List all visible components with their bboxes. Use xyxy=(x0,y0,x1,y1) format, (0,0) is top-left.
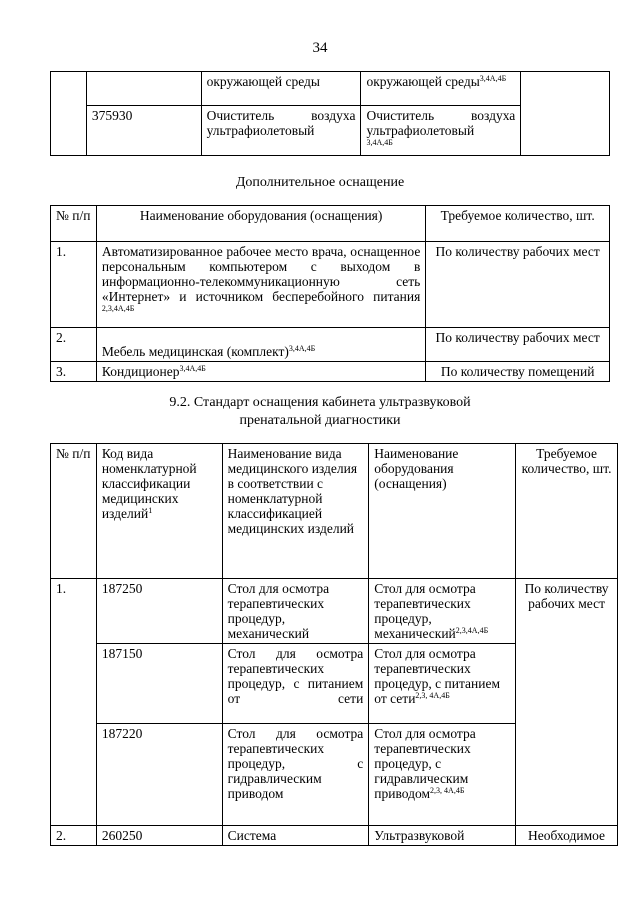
cell-qty: По количеству помещений xyxy=(426,362,610,382)
cell-num: 1. xyxy=(51,579,97,826)
table-row xyxy=(51,242,610,328)
cell-code: 260250 xyxy=(96,826,222,846)
table-row xyxy=(51,328,610,362)
cell-num: 3. xyxy=(51,362,97,382)
cell-empty xyxy=(521,72,610,156)
table-row xyxy=(51,362,610,382)
header-qty: Требуемое количество, шт. xyxy=(516,444,618,579)
additional-equipment-table xyxy=(50,205,610,382)
ultrasound-equipment-table xyxy=(50,443,618,846)
cell-equipment: Стол для осмотра терапевтических процедур, с питанием от сети$^{2,3, 4А,4Б}$ xyxy=(369,644,516,724)
page-number: 34 xyxy=(312,40,328,56)
cell-equipment: Стол для осмотра терапевтических процедур, с гидравлическим приводом$^{2,3, 4А,4Б}$ xyxy=(369,724,516,826)
header-code: Код вида номенклатурной классификации медицинских изделий$^1$ xyxy=(96,444,222,579)
section-title-line1: 9.2. Стандарт оснащения кабинета ультразвуковой xyxy=(169,395,471,410)
cell-kind: Система xyxy=(222,826,369,846)
cell-code: 187150 xyxy=(96,644,222,724)
section-heading-additional: Дополнительное оснащение xyxy=(235,175,405,190)
cell-num: 2. xyxy=(51,328,97,362)
cell-qty: По количеству рабочих мест xyxy=(426,242,610,328)
cell-empty xyxy=(51,106,87,156)
cell-equipment: Очиститель воздуха ультрафиолетовый 3,4А,4Б xyxy=(361,106,521,156)
cell-qty: По количеству рабочих мест xyxy=(516,579,618,826)
table-row xyxy=(51,826,618,846)
cell-num: 2. xyxy=(51,826,97,846)
cell-kind: Стол для осмотра терапевтических процедур, механический xyxy=(222,579,369,644)
cell-qty: По количеству рабочих мест xyxy=(426,328,610,362)
header-equipment: Наименование оборудования (оснащения) xyxy=(369,444,516,579)
header-kind: Наименование вида медицинского изделия в соответствии с номенклатурной классификацией медицинских изделий xyxy=(222,444,369,579)
header-name: Наименование оборудования (оснащения) xyxy=(96,206,425,242)
cell-equipment: Ультразвуковой xyxy=(369,826,516,846)
cell-qty: Необходимое xyxy=(516,826,618,846)
cell-num: 1. xyxy=(51,242,97,328)
cell-name: Мебель медицинская (комплект)$^{3,4А,4Б}$ xyxy=(96,328,425,362)
cell-equipment: окружающей среды$^{3,4А,4Б}$ xyxy=(361,72,521,106)
cell-kind: Стол для осмотра терапевтических процедур, с питанием от сети xyxy=(222,644,369,724)
table-row xyxy=(51,579,618,644)
header-num: № п/п xyxy=(51,206,97,242)
cell-code: 375930 xyxy=(86,106,201,156)
cell-empty xyxy=(86,72,201,106)
cell-empty xyxy=(51,72,87,106)
cell-kind: окружающей среды xyxy=(201,72,361,106)
cell-kind: Стол для осмотра терапевтических процедур, с гидравлическим приводом xyxy=(222,724,369,826)
header-num: № п/п xyxy=(51,444,97,579)
cell-code: 187220 xyxy=(96,724,222,826)
cell-equipment: Стол для осмотра терапевтических процедур, механический$^{2,3,4А,4Б}$ xyxy=(369,579,516,644)
cell-name: Кондиционер$^{3,4А,4Б}$ xyxy=(96,362,425,382)
cell-kind: Очиститель воздуха ультрафиолетовый xyxy=(201,106,361,156)
section-title-line2: пренатальной диагностики xyxy=(239,413,401,428)
header-qty: Требуемое количество, шт. xyxy=(426,206,610,242)
continuation-table xyxy=(50,71,610,156)
cell-code: 187250 xyxy=(96,579,222,644)
cell-name: Автоматизированное рабочее место врача, оснащенное персональным компьютером с выходом в информационно-телекоммуникационную сеть «Интернет» и источником бесперебойного питания $^{2,3,4А,4Б}$ xyxy=(96,242,425,328)
